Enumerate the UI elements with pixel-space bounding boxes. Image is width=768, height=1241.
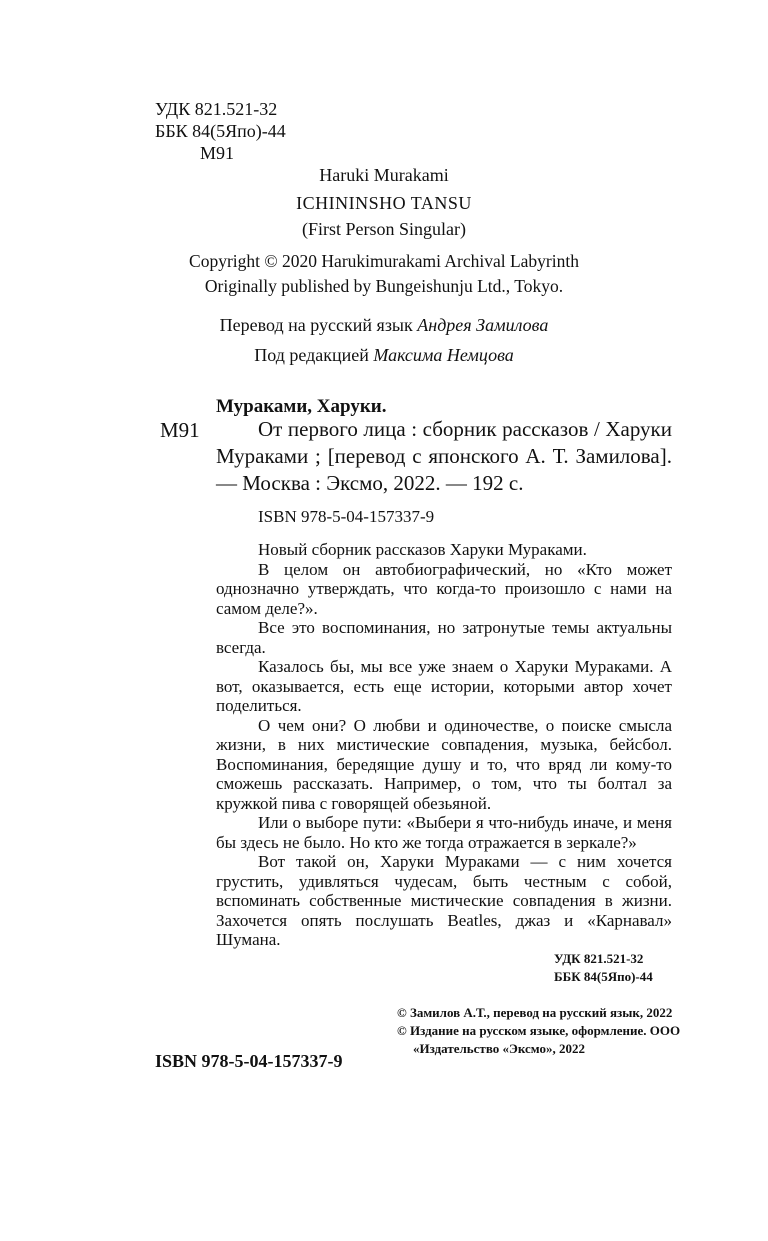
original-subtitle: (First Person Singular) <box>302 219 466 239</box>
annotation-paragraph: Новый сборник рассказов Харуки Мураками. <box>258 540 587 559</box>
isbn-bottom: ISBN 978-5-04-157337-9 <box>155 1051 343 1071</box>
author-code: М91 <box>200 143 235 163</box>
editor-credit <box>0 345 768 366</box>
annotation-paragraph: В целом он автобиографический, но «Кто может однозначно утверждать, что когда-то произошло с нами на самом деле?». <box>216 559 672 618</box>
annotation-paragraph: Все это воспоминания, но затронутые темы актуальны всегда. <box>216 618 672 657</box>
record-heading: Мураками, Харуки. <box>216 396 387 417</box>
original-copyright: Copyright © 2020 Harukimurakami Archival Labyrinth <box>189 251 579 271</box>
copyright-edition: © Издание на русском языке, оформление. ООО «Издательство «Эксмо», 2022 <box>397 1023 681 1056</box>
annotation-paragraph: Или о выборе пути: «Выбери я что-нибудь иначе, и меня бы здесь не было. Но кто же тогда отражается в зеркале?» <box>216 813 672 852</box>
annotation-paragraph: О чем они? О любви и одиночестве, о поиске смысла жизни, в них мистические совпадения, музыка, бейсбол. Воспоминания, бередящие душу и то, что вряд ли кому-то сможешь рассказать. Например, о том, что ты болтал за кружкой пива с говорящей обезьяной. <box>216 715 672 813</box>
original-title: ICHININSHO TANSU <box>296 193 472 213</box>
classification-codes <box>155 98 286 164</box>
copyright-block <box>397 1004 697 1058</box>
original-publisher: Originally published by Bungeishunju Ltd., Tokyo. <box>204 276 564 296</box>
translation-credit <box>0 315 768 336</box>
udk-code: УДК 821.521-32 <box>155 99 278 119</box>
annotation <box>216 540 672 950</box>
footer-codes <box>554 950 653 986</box>
annotation-paragraph: Казалось бы, мы все уже знаем о Харуки Мураками. А вот, оказывается, есть еще истории, которыми автор хочет поделиться. <box>216 657 672 715</box>
footer-bbk: ББК 84(5Япо)-44 <box>554 969 653 984</box>
copyright-translation: © Замилов А.Т., перевод на русский язык, 2022 <box>397 1005 673 1020</box>
original-author: Haruki Murakami <box>319 165 449 185</box>
record-code: М91 <box>160 418 200 442</box>
bbk-code: ББК 84(5Япо)-44 <box>155 121 286 141</box>
record-isbn: ISBN 978-5-04-157337-9 <box>258 507 435 526</box>
record-description: От первого лица : сборник рассказов / Харуки Мураками ; [перевод с японского А. Т. Замилова]. — Москва : Эксмо, 2022. — 192 с. <box>216 417 672 495</box>
translation-prefix: Перевод на русский язык <box>219 315 413 335</box>
footer-udk: УДК 821.521-32 <box>554 951 644 966</box>
editor-prefix: Под редакцией <box>254 345 369 365</box>
annotation-paragraph: Вот такой он, Харуки Мураками — с ним хочется грустить, удивляться чудесам, быть честным с собой, вспоминать собственные мистические совпадения в жизни. Захочется опять послушать Beatles, джаз и «Карнавал» Шумана. <box>216 852 672 949</box>
translator-name: Андрея Замилова <box>417 315 549 335</box>
editor-name: Максима Немцова <box>373 345 514 365</box>
